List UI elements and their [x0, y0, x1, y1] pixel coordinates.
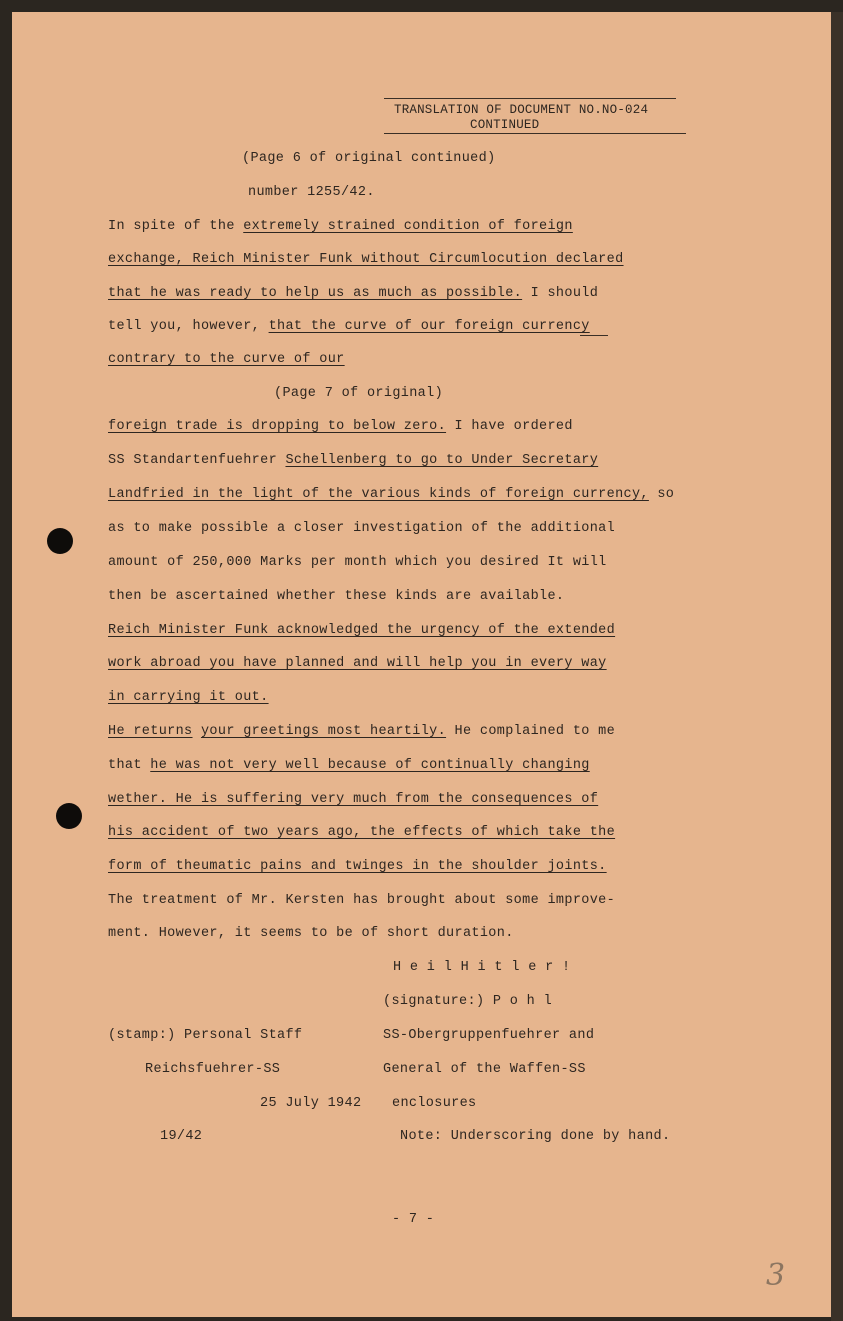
underlined-text: contrary to the curve of our [108, 352, 345, 367]
enclosures: enclosures [392, 1096, 477, 1111]
text-line [108, 252, 624, 267]
underlined-text: he was not very well because of continually changing [150, 758, 590, 773]
underlined-text: that he was ready to help us as much as possible. [108, 286, 523, 301]
text-line [108, 219, 573, 234]
scan-edge [831, 12, 843, 1321]
signature-line: (signature:) P o h l [383, 994, 553, 1009]
salutation: H e i l H i t l e r ! [393, 960, 571, 975]
text-line [108, 419, 573, 434]
text-line: The treatment of Mr. Kersten has brought about some improve- [108, 893, 616, 908]
text-span: He complained to me [446, 724, 616, 739]
text-span: I should [522, 286, 599, 301]
underlined-text: your greetings most heartily. [200, 724, 447, 739]
text-line: as to make possible a closer investigation of the additional [108, 521, 616, 536]
header-continued: CONTINUED [470, 118, 540, 132]
signer-title-1: SS-Obergruppenfuehrer and [383, 1028, 595, 1043]
text-line: amount of 250,000 Marks per month which you desired It will [108, 555, 607, 570]
underlined-text: in carrying it out. [108, 690, 269, 705]
text-line [108, 286, 598, 301]
text-span [193, 724, 201, 739]
stamp-date: 25 July 1942 [260, 1096, 362, 1111]
text-line [108, 724, 615, 739]
underlined-text: his accident of two years ago, the effects of which take the [108, 825, 616, 840]
underlined-text: He returns [108, 724, 193, 739]
text-line [108, 656, 607, 671]
text-line [108, 487, 674, 502]
text-span: In spite of the [108, 219, 244, 234]
stamp-line-1: (stamp:) Personal Staff [108, 1028, 303, 1043]
text-line [108, 792, 598, 807]
underlined-text: form of theumatic pains and twinges in the shoulder joints. [108, 859, 607, 874]
number-reference: number 1255/42. [248, 185, 375, 200]
underlined-text: that the curve of our foreign currency [268, 319, 590, 334]
underscoring-note: Note: Underscoring done by hand. [400, 1129, 671, 1144]
stamp-line-2: Reichsfuehrer-SS [145, 1062, 281, 1077]
underline-extension [580, 335, 608, 336]
underlined-text: Landfried in the light of the various kinds of foreign currency, [108, 487, 649, 502]
text-line [108, 758, 590, 773]
underlined-text: foreign trade is dropping to below zero. [108, 419, 447, 434]
header-rule-top [384, 98, 676, 99]
underlined-text: Schellenberg to go to Under Secretary [285, 453, 599, 468]
text-line: then be ascertained whether these kinds are available. [108, 589, 565, 604]
text-line [108, 352, 345, 367]
underlined-text: Reich Minister Funk acknowledged the urgency of the extended [108, 623, 616, 638]
text-line [108, 859, 607, 874]
text-span: SS Standartenfuehrer [108, 453, 286, 468]
text-line [108, 623, 615, 638]
text-span: I have ordered [446, 419, 573, 434]
stamp-number: 19/42 [160, 1129, 203, 1144]
header-title: TRANSLATION OF DOCUMENT NO.NO-024 [394, 103, 649, 117]
underlined-text: extremely strained condition of foreign [243, 219, 573, 234]
punch-hole [56, 803, 82, 829]
page-reference: (Page 7 of original) [274, 386, 444, 401]
underlined-text: work abroad you have planned and will help you in every way [108, 656, 607, 671]
text-line [108, 690, 269, 705]
underlined-text: exchange, Reich Minister Funk without Circumlocution declared [108, 252, 624, 267]
text-span: so [648, 487, 675, 502]
underlined-text: wether. He is suffering very much from the consequences of [108, 792, 599, 807]
text-line [108, 319, 590, 334]
header-rule-bottom [384, 133, 686, 134]
signer-title-2: General of the Waffen-SS [383, 1062, 586, 1077]
punch-hole [47, 528, 73, 554]
text-line [108, 825, 615, 840]
text-span: tell you, however, [108, 319, 269, 334]
page-number: - 7 - [392, 1212, 435, 1227]
text-line: ment. However, it seems to be of short duration. [108, 926, 514, 941]
handwritten-mark: 3 [766, 1258, 786, 1293]
page-reference: (Page 6 of original continued) [242, 151, 496, 166]
text-span: that [108, 758, 151, 773]
text-line [108, 453, 598, 468]
